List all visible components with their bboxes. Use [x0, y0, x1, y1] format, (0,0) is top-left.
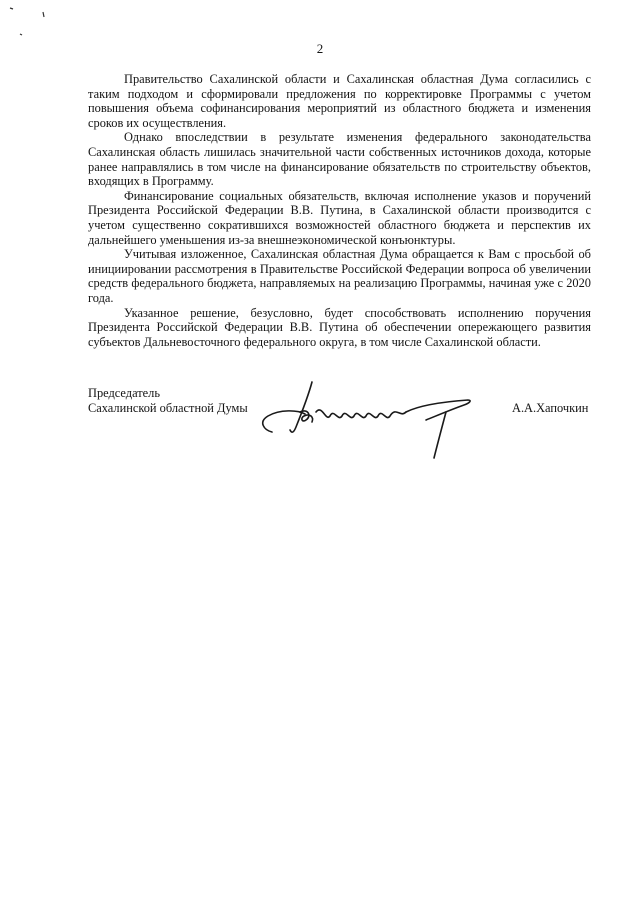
- paragraph-revenue-loss: Однако впоследствии в результате изменения федерального законодательства Сахалинская область лишилась значительной части собственных источников дохода, которые ранее направлялись в том числе на финансирование обязательств по строительству объектов, входящих в Программу.: [88, 130, 591, 189]
- signatory-title-line2: Сахалинской областной Думы: [88, 401, 248, 415]
- paragraph-conclusion: Указанное решение, безусловно, будет способствовать исполнению поручения Президента Российской Федерации В.В. Путина об обеспечении опережающего развития субъектов Дальневосточного федерального округа, в том числе Сахалинской области.: [88, 305, 591, 349]
- paragraph-program-agreement: Правительство Сахалинской области и Сахалинская областная Дума согласились с таким подходом и сформировали предложения по корректировке Программы с учетом повышения объема софинансирования мероприятий из областного бюджета и изменения сроков их осуществления.: [88, 72, 591, 130]
- handwritten-signature: [250, 372, 480, 462]
- page-number: 2: [316, 41, 324, 56]
- signatory-title: [88, 386, 248, 416]
- signatory-title-line1: Председатель: [88, 386, 161, 400]
- letter-body: [88, 72, 591, 349]
- paragraph-request: Учитывая изложенное, Сахалинская областная Дума обращается к Вам с просьбой об инициировании рассмотрения в Правительстве Российской Федерации вопроса об увеличении средств федерального бюджета, направляемых на реализацию Программы, начиная уже с 2020 года.: [88, 247, 591, 305]
- signatory-name: А.А.Хапочкин: [512, 401, 589, 415]
- paragraph-social-obligations: Финансирование социальных обязательств, включая исполнение указов и поручений Президента Российской Федерации В.В. Путина, в Сахалинской области производится с учетом существенно сократившихся возможностей областного бюджета и перспектив их дальнейшего уменьшения из-за внешнеэкономической конъюнктуры.: [88, 188, 591, 247]
